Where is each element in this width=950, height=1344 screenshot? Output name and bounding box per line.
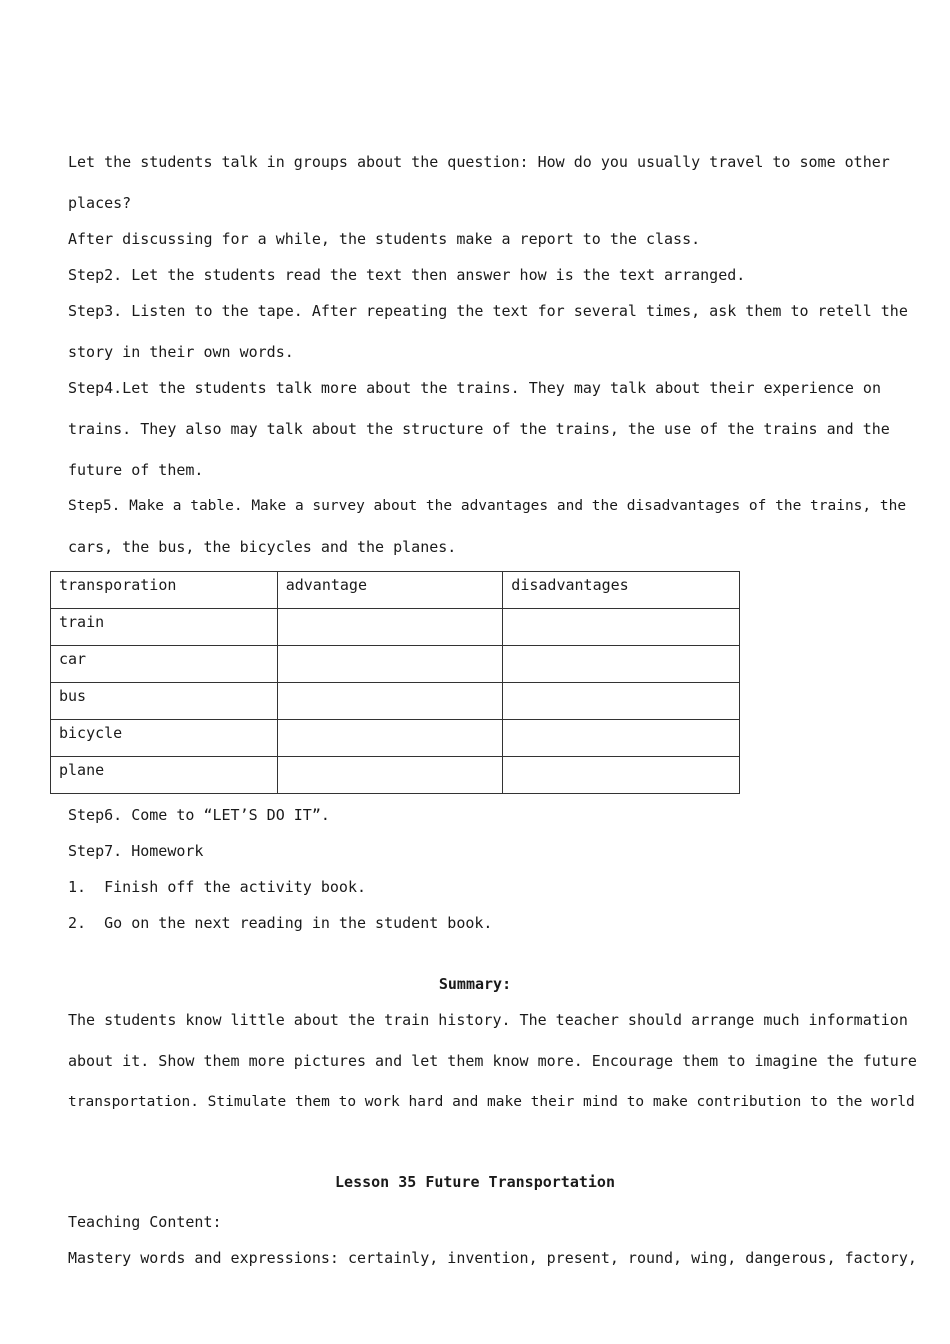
step5-line-2: cars, the bus, the bicycles and the planes. — [68, 538, 457, 556]
table-row — [51, 720, 740, 757]
discussion-paragraph: After discussing for a while, the students make a report to the class. — [68, 230, 701, 248]
summary-heading: Summary: — [438, 975, 512, 993]
table-row — [51, 757, 740, 794]
table-cell — [277, 646, 503, 683]
table-header-cell: disadvantages — [503, 572, 740, 609]
teaching-content-label: Teaching Content: — [68, 1213, 222, 1231]
step3-line-1: Step3. Listen to the tape. After repeating the text for several times, ask them to retell the — [68, 302, 908, 320]
mastery-words-line: Mastery words and expressions: certainly, invention, present, round, wing, dangerous, factory, — [68, 1249, 917, 1267]
intro-paragraph-line-1: Let the students talk in groups about the question: How do you usually travel to some other — [68, 153, 890, 171]
summary-line-3: transportation. Stimulate them to work hard and make their mind to make contribution to the world — [68, 1094, 915, 1110]
table-cell — [277, 757, 503, 794]
step5-line-1: Step5. Make a table. Make a survey about the advantages and the disadvantages of the trains, the — [68, 498, 907, 514]
table-cell — [277, 720, 503, 757]
table-cell — [277, 609, 503, 646]
table-cell: bicycle — [51, 720, 278, 757]
table-cell — [503, 757, 740, 794]
table-cell — [503, 646, 740, 683]
step4-line-3: future of them. — [68, 461, 204, 479]
homework-item-1: 1. Finish off the activity book. — [68, 878, 367, 896]
table-row — [51, 609, 740, 646]
table-header-row — [51, 572, 740, 609]
table-cell: car — [51, 646, 278, 683]
table-cell: plane — [51, 757, 278, 794]
table-header-cell: transporation — [51, 572, 278, 609]
summary-line-1: The students know little about the train history. The teacher should arrange much information — [68, 1011, 908, 1029]
homework-item-2: 2. Go on the next reading in the student book. — [68, 914, 493, 932]
step4-line-2: trains. They also may talk about the structure of the trains, the use of the trains and the — [68, 420, 890, 438]
table-cell — [503, 720, 740, 757]
step7-text: Step7. Homework — [68, 842, 204, 860]
step4-line-1: Step4.Let the students talk more about the trains. They may talk about their experience on — [68, 379, 881, 397]
lesson-title: Lesson 35 Future Transportation — [335, 1173, 615, 1191]
intro-paragraph-line-2: places? — [68, 194, 132, 212]
table-row — [51, 683, 740, 720]
table-cell — [503, 609, 740, 646]
table-cell — [277, 683, 503, 720]
table-row — [51, 646, 740, 683]
table-cell — [503, 683, 740, 720]
table-cell: bus — [51, 683, 278, 720]
step6-text: Step6. Come to “LET’S DO IT”. — [68, 806, 330, 824]
step3-line-2: story in their own words. — [68, 343, 294, 361]
table-cell: train — [51, 609, 278, 646]
summary-line-2: about it. Show them more pictures and let them know more. Encourage them to imagine the future — [68, 1052, 917, 1070]
transportation-survey-table — [50, 571, 740, 794]
table-header-cell: advantage — [277, 572, 503, 609]
step2-text: Step2. Let the students read the text then answer how is the text arranged. — [68, 266, 746, 284]
